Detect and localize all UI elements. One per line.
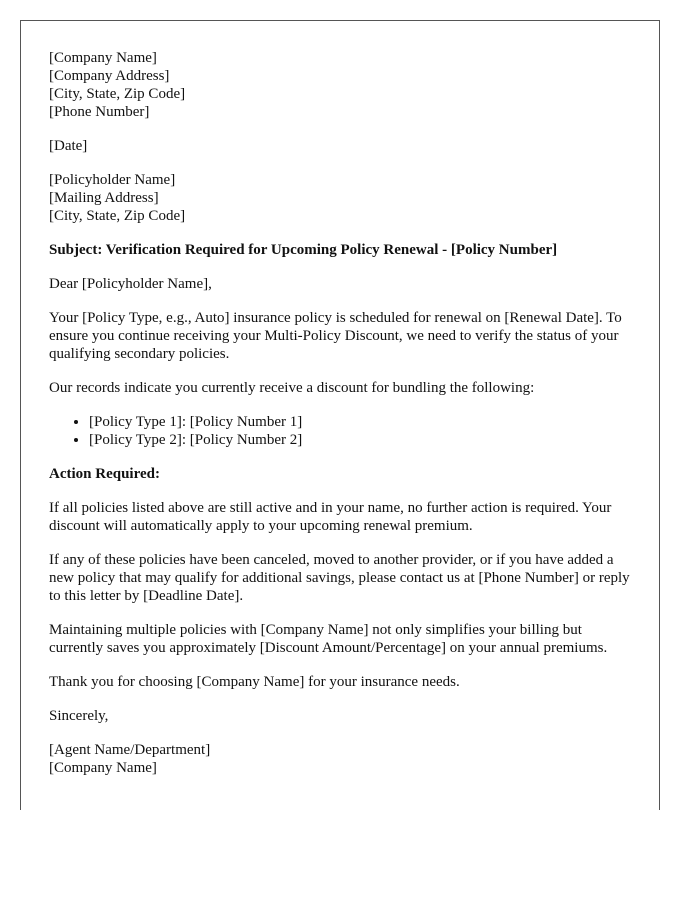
signature-company: [Company Name] xyxy=(49,760,157,776)
records-paragraph: Our records indicate you currently receive a discount for bundling the following: xyxy=(49,380,535,396)
letter-body xyxy=(49,49,639,777)
recipient-city-state-zip: [City, State, Zip Code] xyxy=(49,208,186,224)
action-required-heading: Action Required: xyxy=(49,466,160,482)
letter-page xyxy=(20,20,660,810)
policy-list-item: • [Policy Type 1]: [Policy Number 1] xyxy=(89,413,639,431)
closing: Sincerely, xyxy=(49,708,109,724)
recipient-mailing-address: [Mailing Address] xyxy=(49,190,159,206)
letter-date-block xyxy=(49,137,639,155)
signature-block xyxy=(49,741,639,777)
sender-company-name: [Company Name] xyxy=(49,50,157,66)
letter-date: [Date] xyxy=(49,138,88,154)
sender-address-block xyxy=(49,49,639,121)
sender-company-address: [Company Address] xyxy=(49,68,170,84)
policy-list xyxy=(49,413,639,449)
policy-list-item: • [Policy Type 2]: [Policy Number 2] xyxy=(89,431,639,449)
active-policies-paragraph: If all policies listed above are still active and in your name, no further action is required. Your discount will automatically apply to your upcoming renewal premium. xyxy=(49,500,612,534)
subject-line: Subject: Verification Required for Upcoming Policy Renewal - [Policy Number] xyxy=(49,242,558,258)
benefit-paragraph: Maintaining multiple policies with [Company Name] not only simplifies your billing but currently saves you approximately [Discount Amount/Percentage] on your annual premiums. xyxy=(49,622,608,656)
recipient-name: [Policyholder Name] xyxy=(49,172,176,188)
thanks-paragraph: Thank you for choosing [Company Name] for your insurance needs. xyxy=(49,674,460,690)
salutation: Dear [Policyholder Name], xyxy=(49,276,212,292)
sender-city-state-zip: [City, State, Zip Code] xyxy=(49,86,186,102)
changed-policies-paragraph: If any of these policies have been canceled, moved to another provider, or if you have added a new policy that may qualify for additional savings, please contact us at [Phone Number] or reply to this letter by [Deadline Date]. xyxy=(49,552,630,604)
sender-phone: [Phone Number] xyxy=(49,104,150,120)
signature-agent: [Agent Name/Department] xyxy=(49,742,211,758)
intro-paragraph: Your [Policy Type, e.g., Auto] insurance policy is scheduled for renewal on [Renewal Date]. To ensure you continue receiving your Multi-Policy Discount, we need to verify the status of your qualifying secondary policies. xyxy=(49,310,622,362)
recipient-address-block xyxy=(49,171,639,225)
